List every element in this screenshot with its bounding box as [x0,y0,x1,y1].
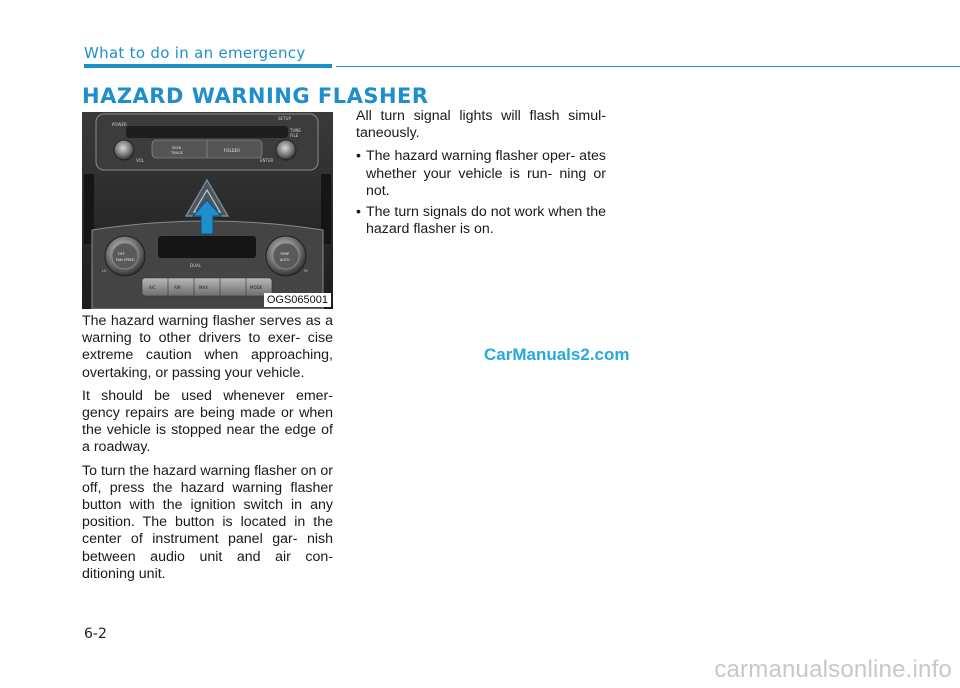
section-title: What to do in an emergency [84,44,306,62]
setup-label: SETUP [278,116,291,121]
fan-label: FAN SPEED [116,258,135,262]
dual-label: DUAL [190,263,201,268]
right-column [356,108,606,242]
enter-label: ENTER [260,158,274,163]
ac-label: A/C [149,285,156,290]
tune-label: TUNE [290,128,301,133]
header-rule-thin [336,66,960,67]
watermark-link[interactable]: CarManuals2.com [484,345,630,364]
seek-label: SEEK [172,146,182,150]
power-label: POWER [112,122,127,127]
hi-label: HI [304,269,308,273]
bullet-list [356,148,606,238]
mode-label: MODE [250,285,263,290]
footer-watermark[interactable]: carmanualsonline.info [714,656,952,683]
max-label: MAX [199,285,208,290]
off-label: OFF [118,252,125,256]
file-label: FILE [290,133,299,138]
air-label: AIR [174,285,181,290]
volume-knob [114,140,134,160]
page-heading: HAZARD WARNING FLASHER [82,84,429,108]
paragraph-all-signals: All turn signal lights will flash simul- taneously. [356,108,606,142]
track-label: TRACK [171,151,183,155]
tune-knob [276,140,296,160]
paragraph-usage: It should be used whenever emer- gency repairs are being made or when the vehicle is stopped near the edge of a roadway. [82,387,333,456]
page-number: 6-2 [84,626,107,642]
left-column [82,313,333,589]
list-item: • The turn signals do not work when the hazard flasher is on. [356,204,606,238]
auto-label: AUTO [280,258,290,262]
folder-label: FOLDER [224,148,241,153]
list-item: • The hazard warning flasher oper- ates whether your vehicle is run- ning or not. [356,148,606,200]
paragraph-operation: To turn the hazard warning flasher on or off, press the hazard warning flasher button with the ignition switch in any position. The button is located in the center of instrument panel gar- nish between audio unit and air con- ditioning unit. [82,462,333,582]
header-rule-thick [84,64,332,68]
lo-label: LO [102,269,107,273]
paragraph-purpose: The hazard warning flasher serves as a warning to other drivers to exer- cise extreme caution when approaching, overtaking, or passing your vehicle. [82,313,333,381]
vol-label: VOL [136,158,145,163]
dashboard-figure [82,112,333,309]
temp-label: TEMP [280,252,290,256]
figure-code: OGS065001 [264,293,331,307]
dashboard-illustration [82,112,333,309]
